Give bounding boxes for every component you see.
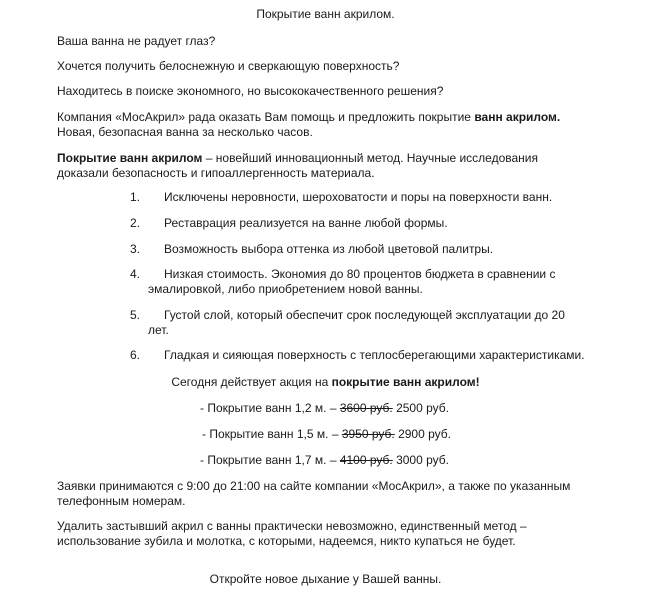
company-line2: Новая, безопасная ванна за несколько часов. bbox=[57, 125, 313, 139]
old-price: 4100 руб. bbox=[339, 453, 393, 467]
price-label: - Покрытие ванн 1,7 м. – bbox=[200, 453, 340, 467]
new-price: 2500 руб. bbox=[392, 401, 449, 415]
footer-text: Откройте новое дыхание у Вашей ванны. bbox=[209, 572, 442, 586]
intro-question-2: Хочется получить белоснежную и сверкающую поверхность? bbox=[57, 59, 400, 73]
old-price: 3600 руб. bbox=[339, 401, 393, 415]
requests-paragraph bbox=[57, 479, 617, 509]
removal-paragraph bbox=[57, 519, 587, 549]
list-number: 3. bbox=[130, 242, 141, 256]
list-text-continuation: лет. bbox=[148, 323, 169, 337]
price-label: - Покрытие ванн 1,2 м. – bbox=[200, 401, 340, 415]
list-text: Низкая стоимость. Экономия до 80 процентов бюджета в сравнении с bbox=[164, 267, 556, 281]
list-text: Реставрация реализуется на ванне любой формы. bbox=[164, 216, 448, 230]
page-title: Покрытие ванн акрилом. bbox=[256, 7, 395, 21]
new-price: 2900 руб. bbox=[394, 427, 451, 441]
promo-bold: покрытие ванн акрилом! bbox=[331, 375, 480, 389]
list-text: Гладкая и сияющая поверхность с теплосберегающими характеристиками. bbox=[164, 348, 585, 362]
method-line2: доказали безопасность и гипоаллергенность материала. bbox=[57, 166, 375, 180]
requests-line2: телефонным номерам. bbox=[57, 494, 186, 508]
price-label: - Покрытие ванн 1,5 м. – bbox=[202, 427, 342, 441]
list-text: Исключены неровности, шероховатости и поры на поверхности ванн. bbox=[164, 190, 553, 204]
method-paragraph bbox=[57, 151, 587, 181]
old-price: 3950 руб. bbox=[341, 427, 395, 441]
method-text: – новейший инновационный метод. Научные исследования bbox=[202, 151, 538, 165]
list-text: Возможность выбора оттенка из любой цветовой палитры. bbox=[164, 242, 494, 256]
list-number: 2. bbox=[130, 216, 141, 230]
intro-question-1: Ваша ванна не радует глаз? bbox=[57, 34, 216, 48]
new-price: 3000 руб. bbox=[392, 453, 449, 467]
list-number: 4. bbox=[130, 267, 141, 281]
company-text: Компания «МосАкрил» рада оказать Вам помощь и предложить покрытие bbox=[57, 110, 475, 124]
company-bold: ванн акрилом. bbox=[474, 110, 561, 124]
method-bold: Покрытие ванн акрилом bbox=[57, 151, 203, 165]
price-row bbox=[200, 453, 449, 468]
list-number: 6. bbox=[130, 348, 141, 362]
list-number: 5. bbox=[130, 308, 141, 322]
price-row bbox=[202, 427, 451, 442]
removal-line1: Удалить застывший акрил с ванны практически невозможно, единственный метод – bbox=[57, 519, 527, 533]
promo-line bbox=[0, 375, 651, 390]
list-text: Густой слой, который обеспечит срок последующей эксплуатации до 20 bbox=[164, 308, 565, 322]
intro-question-3: Находитесь в поиске экономного, но высококачественного решения? bbox=[57, 84, 444, 98]
requests-line1: Заявки принимаются с 9:00 до 21:00 на сайте компании «МосАкрил», а также по указанным bbox=[57, 479, 571, 493]
list-number: 1. bbox=[130, 190, 141, 204]
price-row bbox=[200, 401, 449, 416]
list-text-continuation: эмалировкой, либо приобретением новой ванны. bbox=[148, 282, 423, 296]
promo-text: Сегодня действует акция на bbox=[171, 375, 332, 389]
company-paragraph bbox=[57, 110, 587, 140]
removal-line2: использование зубила и молотка, с которыми, надеемся, никто купаться не будет. bbox=[57, 534, 516, 548]
